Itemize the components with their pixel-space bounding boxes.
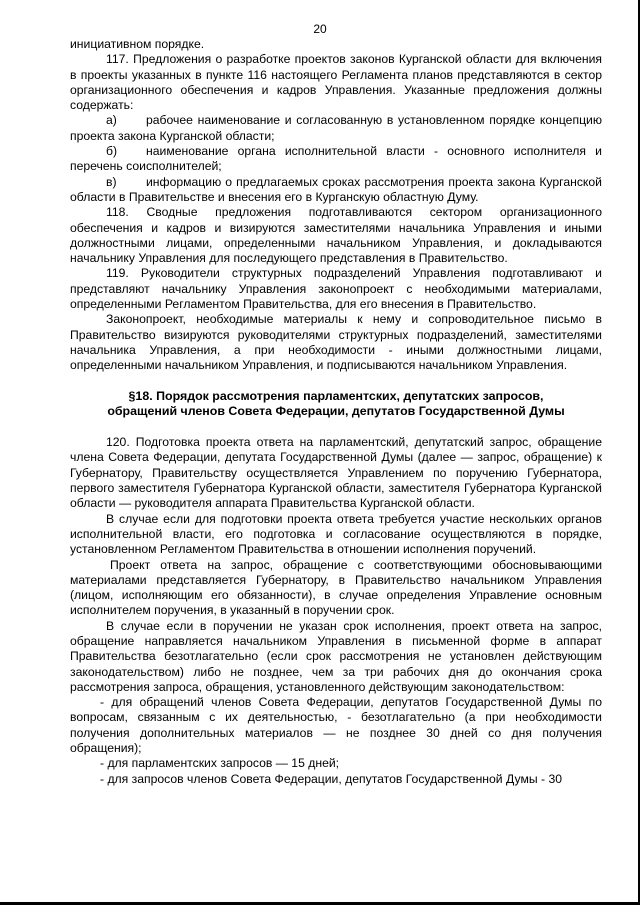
list-item-dash-3: - для запросов членов Совета Федерации, депутатов Государственной Думы - 30	[100, 771, 563, 786]
list-marker: а)	[106, 113, 117, 128]
list-item-b	[70, 144, 602, 175]
list-marker: б)	[106, 144, 118, 159]
paragraph-120: 120. Подготовка проекта ответа на парламентский, депутатский запрос, обращение члена Совета Федерации, депутата Государственной Думы (далее — запрос, обращение) к Губернатору, Правительству осуществляется Управлением по поручению Губернатора, первого заместителя Губернатора Курганской области, заместителя Губернатора Курганской области — руководителя аппарата Правительства Курганской области.	[70, 435, 602, 511]
list-item-a	[70, 113, 602, 144]
paragraph-118: 118. Сводные предложения подготавливаются сектором организационного обеспечения и кадров и визируются заместителями начальника Управления и иными должностными лицами, определенными начальником Управления, и докладываются начальнику Управления для последующего представления в Правительство.	[70, 205, 602, 266]
section-heading-line-1: §18. Порядок рассмотрения парламентских, депутатских запросов,	[128, 388, 544, 403]
list-item-text: информацию о предлагаемых сроках рассмотрения проекта закона Курганской области в Правительстве и внесения его в Курганскую областную Думу.	[70, 174, 602, 204]
list-item-dash-1: - для обращений членов Совета Федерации, депутатов Государственной Думы по вопросам, связанным с их деятельностью, - безотлагательно (а при необходимости получения дополнительных материалов — не позднее 30 дней со дня получения обращения);	[70, 695, 602, 756]
section-heading	[70, 389, 602, 420]
document-body	[70, 37, 602, 787]
paragraph-draft-response: Проект ответа на запрос, обращение с соответствующими обосновывающими материалами представляется Губернатору, в Правительство начальником Управления (лицом, исполняющим его обязанности), в случае определения Управление основным исполнителем поручения, в указанный в поручении срок.	[70, 557, 602, 618]
list-marker: в)	[106, 174, 117, 189]
page-number: 20	[313, 22, 327, 36]
section-heading-line-2: обращений членов Совета Федерации, депутатов Государственной Думы	[107, 403, 565, 418]
list-item-text: наименование органа исполнительной власти - основного исполнителя и перечень соисполнителей;	[70, 144, 602, 174]
paragraph-bill-approval: Законопроект, необходимые материалы к нему и сопроводительное письмо в Правительство визируются руководителями структурных подразделений, заместителями начальника Управления, а при необходимости - иными должностными лицами, определенными начальником Управления, и подписываются начальником Управления.	[70, 312, 602, 373]
paragraph-multiple-agencies: В случае если для подготовки проекта ответа требуется участие нескольких органов исполнительной власти, его подготовка и согласование осуществляются в порядке, установленном Регламентом Правительства в отношении исполнения поручений.	[70, 511, 602, 557]
paragraph-no-deadline: В случае если в поручении не указан срок исполнения, проект ответа на запрос, обращение направляется начальником Управления в письменной форме в аппарат Правительства безотлагательно (если срок рассмотрения не установлен действующим законодательством) либо не позднее, чем за три рабочих дня до окончания срока рассмотрения запроса, обращения, установленного действующим законодательством:	[70, 618, 602, 694]
list-item-v	[70, 175, 602, 206]
paragraph-117: 117. Предложения о разработке проектов законов Курганской области для включения в проекты указанных в пункте 116 настоящего Регламента планов представляются в сектор организационного обеспечения и кадров Управления. Указанные предложения должны содержать:	[70, 52, 602, 113]
list-item-text: рабочее наименование и согласованную в установленном порядке концепцию проекта закона Курганской области;	[70, 113, 602, 143]
list-item-dash-2: - для парламентских запросов — 15 дней;	[100, 756, 340, 771]
paragraph-continuation: инициативном порядке.	[70, 37, 205, 51]
paragraph-119: 119. Руководители структурных подразделений Управления подготавливают и представляют начальнику Управления законопроект с необходимыми материалами, определенными Регламентом Правительства, для его внесения в Правительство.	[70, 266, 602, 312]
